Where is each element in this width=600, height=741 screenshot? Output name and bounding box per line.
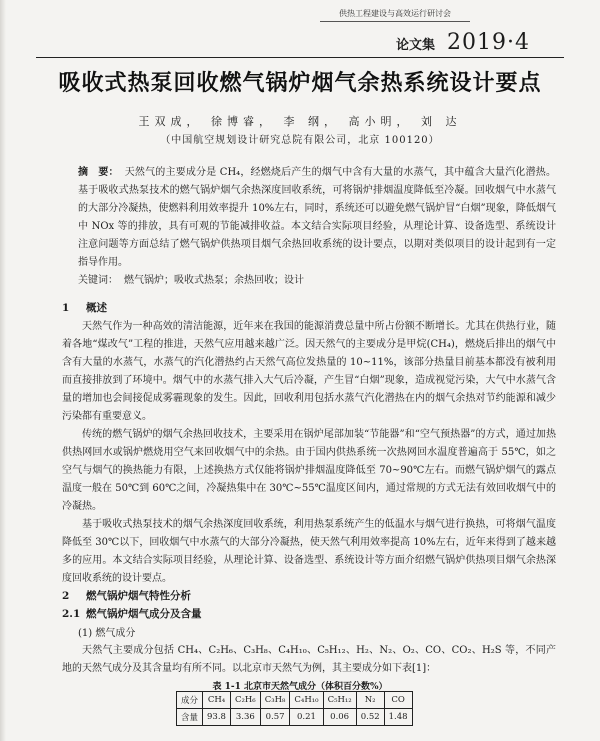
table-cell: 3.36: [230, 709, 260, 726]
paragraph-2: 传统的燃气锅炉的烟气余热回收技术，主要采用在锅炉尾部加装“节能器”和“空气预热器”的方式，通过加热供热网回水或锅炉燃烧用空气来回收烟气中的余热。由于国内供热系统一次热网回水温度普遍高于 55℃，如之空气与烟气的换热能力有限，上述换热方式仅能将锅炉排烟温度降低至 70~90℃左右。而燃气锅炉烟气的露点温度一般在 50℃到 60℃之间，冷凝热集中在 30℃~55℃温度区间内，通过常规的方式无法有效回收烟气中的冷凝热。: [62, 429, 556, 512]
conference-header: 供热工程建设与高效运行研讨会: [320, 8, 470, 22]
abstract-text: 天然气的主要成分是 CH₄，经燃烧后产生的烟气中含有大量的水蒸气，其中蕴含大量汽化潜热。基于吸收式热泵技术的燃气锅炉烟气余热深度回收系统，可将锅炉排烟温度降低至冷凝。回收烟气中水蒸气的大部分冷凝热，使燃料利用效率提升 10%左右，同时，系统还可以避免燃气锅炉冒“白烟”现象，降低烟气中 NOx 等的排放，具有可观的节能减排收益。本文结合实际项目经验，从理论计算、设备选型、系统设计注意问题等方面总结了燃气锅炉供热项目烟气余热回收系统的设计要点，以期对类似项目的设计起到有一定指导作用。: [78, 167, 556, 268]
section-label: 论文集: [396, 38, 436, 53]
abstract: [78, 164, 556, 272]
table-cell: 0.57: [260, 709, 290, 726]
table-cell: 93.8: [203, 709, 231, 726]
paragraph-4: 天然气主要成分包括 CH₄、C₂H₆、C₃H₈、C₄H₁₀、C₅H₁₂、H₂、N₂、O₂、CO、CO₂、H₂S 等，不同产地的天然气成分及其含量均有所不同。以北京市天然气为例，其主要成分如下表[1]：: [62, 645, 556, 674]
section-title: 燃气锅炉烟气特性分析: [86, 590, 191, 602]
table-caption: 表 1-1 北京市天然气成分（体积百分数%）: [212, 682, 388, 692]
section-number: 1: [62, 302, 70, 314]
table-header-cell: CO: [384, 692, 412, 709]
section-2-heading: [62, 588, 191, 603]
section-2-1-heading: [62, 606, 202, 621]
paragraph-1: 天然气作为一种高效的清洁能源，近年来在我国的能源消费总量中所占份额不断增长。尤其在供热行业，随着各地“煤改气”工程的推进，天然气应用越来越广泛。因天然气的主要成分是甲烷(CH₄)，燃烧后排出的烟气中含有大量的水蒸气，水蒸气的汽化潜热约占天然气高位发热量的 10~11%，该部分热量目前基本都没有被利用而直接排放到了环境中。烟气中的水蒸气排入大气后冷凝，产生冒“白烟”现象，造成视觉污染，大气中水蒸气含量的增加也会间接促成雾霾现象的发生。因此，回收利用包括水蒸气汽化潜热在内的烟气余热对节约能源和减少污染都有重要意义。: [62, 321, 556, 422]
table-cell: 0.52: [356, 709, 384, 726]
table-cell: 含量: [177, 709, 203, 726]
paragraph-3: 基于吸收式热泵技术的烟气余热深度回收系统，利用热泵系统产生的低温水与烟气进行换热，可将烟气温度降低至 30℃以下，回收烟气中水蒸气的大部分冷凝热，使天然气利用效率提高 10%左右，近年来得到了越来越多的应用。本文结合实际项目经验，从理论计算、设备选型、系统设计等方面介绍燃气锅炉供热项目烟气余热深度回收系统的设计要点。: [62, 519, 556, 584]
table-header-cell: N₂: [356, 692, 384, 709]
table-cell: 0.21: [290, 709, 323, 726]
subsection-gas-composition: (1) 燃气成分: [78, 628, 136, 639]
table-header-row: [177, 692, 413, 709]
section-number: 2.1: [62, 608, 81, 620]
header-rule: [36, 57, 564, 58]
keywords-label: 关键词：: [78, 275, 118, 286]
table-cell: 0.06: [323, 709, 356, 726]
authors: 王双成， 徐博睿， 李 纲， 高小明， 刘 达: [138, 115, 462, 128]
table-row: [177, 709, 413, 726]
table-cell: 1.48: [384, 709, 412, 726]
table-header-cell: C₃H₈: [260, 692, 290, 709]
section-title: 燃气锅炉烟气成分及含量: [86, 608, 202, 620]
table-header-cell: 成分: [177, 692, 203, 709]
paper-title: 吸收式热泵回收燃气锅炉烟气余热系统设计要点: [58, 70, 542, 96]
page-crease-shadow: [0, 0, 6, 741]
section-1-heading: [62, 300, 107, 315]
table-header-cell: C₅H₁₂: [323, 692, 356, 709]
abstract-label: 摘 要：: [78, 167, 119, 178]
gas-composition-table: [176, 691, 413, 726]
issue-year: 2019·4: [447, 30, 530, 55]
table-header-cell: CH₄: [203, 692, 231, 709]
table-header-cell: C₂H₆: [230, 692, 260, 709]
keywords-text: 燃气锅炉；吸收式热泵；余热回收；设计: [124, 275, 304, 286]
table-header-cell: C₄H₁₀: [290, 692, 323, 709]
keywords: [78, 272, 556, 290]
section-number: 2: [62, 590, 70, 602]
affiliation: （中国航空规划设计研究总院有限公司，北京 100120）: [160, 135, 440, 146]
section-title: 概述: [86, 302, 107, 314]
header-meta: [396, 30, 530, 55]
